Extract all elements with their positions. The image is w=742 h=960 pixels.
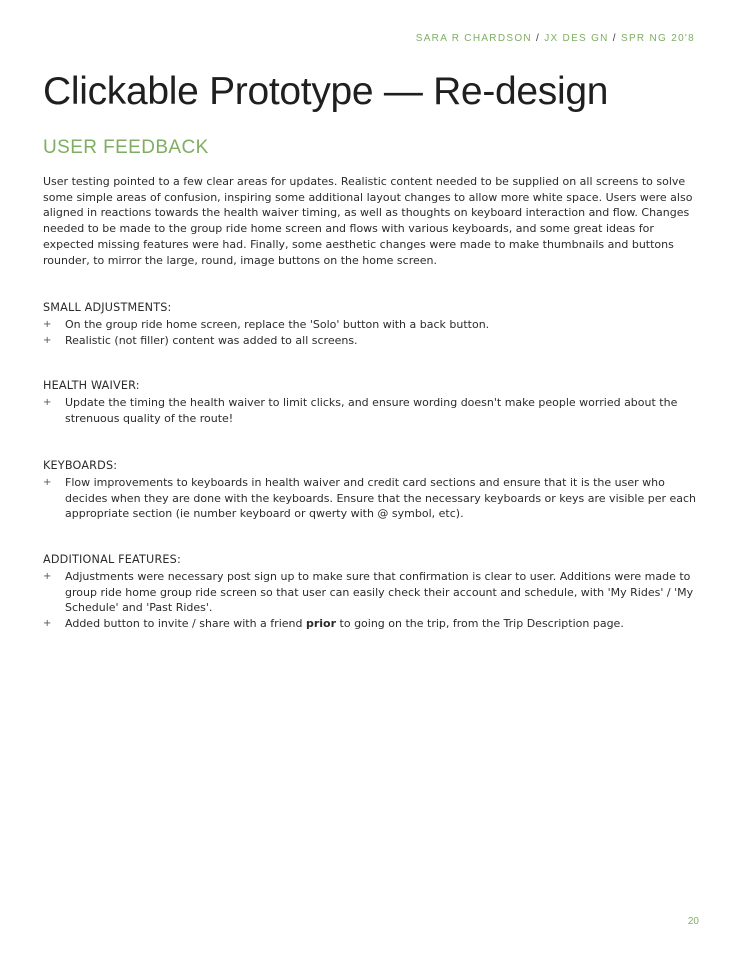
header-separator: /: [612, 33, 617, 44]
page-title: Clickable Prototype — Re-design: [43, 70, 609, 113]
intro-paragraph: User testing pointed to a few clear areas for updates. Realistic content needed to be supplied on all screens to solve some simple areas of confusion, inspiring some additional layout changes to allow more white space. Users were also aligned in reactions towards the health waiver timing, as well as thoughts on keyboard interaction and flow. Changes needed to be made to the group ride home screen and flows with various keyboards, and some great ideas for expected missing features were had. Finally, some aesthetic changes were made to make thumbnails and buttons rounder, to mirror the large, round, image buttons on the home screen.: [43, 175, 693, 267]
bullet-list: [43, 395, 703, 427]
bullet-list: [43, 569, 703, 632]
header-separator: /: [536, 33, 541, 44]
bullet-list: [43, 475, 703, 522]
emphasized-word: prior: [305, 617, 337, 631]
subsection-heading: ADDITIONAL FEATURES:: [43, 553, 181, 566]
page-number: 20: [687, 916, 699, 927]
list-item: [43, 569, 703, 616]
list-item-text: Flow improvements to keyboards in health waiver and credit card sections and ensure that it is the user who decides when they are done with the keyboards. Ensure that the necessary keyboards or keys are visible per each appropriate section (ie number keyboard or qwerty with @ symbol, etc).: [65, 475, 697, 521]
list-item-text: Update the timing the health waiver to limit clicks, and ensure wording doesn't make people worried about the strenuous quality of the route!: [65, 395, 678, 425]
bullet-list: [43, 317, 703, 349]
plus-bullet-icon: +: [43, 618, 52, 630]
plus-bullet-icon: +: [43, 476, 52, 488]
plus-bullet-icon: +: [43, 318, 52, 330]
health-waiver-section: [43, 378, 703, 426]
keyboards-section: [43, 458, 703, 522]
subsection-heading: SMALL ADJUSTMENTS:: [43, 301, 172, 314]
subsection-heading: KEYBOARDS:: [43, 459, 118, 472]
header-term: SPR NG 20'8: [620, 33, 695, 44]
plus-bullet-icon: +: [43, 570, 52, 582]
list-item: [43, 333, 703, 349]
list-item-text-after: to going on the trip, from the Trip Description page.: [336, 617, 624, 631]
list-item: [43, 475, 703, 522]
list-item-text: Adjustments were necessary post sign up to make sure that confirmation is clear to user. Additions were made to group ride home group ride screen so that user can easily check their account and schedule, with 'My Rides' / 'My Schedule' and 'Past Rides'.: [65, 569, 694, 615]
list-item: [43, 317, 703, 333]
list-item: [43, 616, 703, 632]
list-item: [43, 395, 703, 427]
running-header: [416, 33, 695, 44]
plus-bullet-icon: +: [43, 396, 52, 408]
small-adjustments-section: [43, 300, 703, 348]
header-course: JX DES GN: [544, 33, 609, 44]
subsection-heading: HEALTH WAIVER:: [43, 379, 140, 392]
list-item-text: On the group ride home screen, replace the 'Solo' button with a back button.: [65, 317, 490, 331]
additional-features-section: [43, 552, 703, 632]
section-heading: USER FEEDBACK: [43, 137, 209, 158]
plus-bullet-icon: +: [43, 334, 52, 346]
list-item-text: Realistic (not filler) content was added to all screens.: [65, 333, 358, 347]
list-item-text-before: Added button to invite / share with a friend: [65, 617, 306, 631]
header-author: SARA R CHARDSON: [415, 33, 532, 44]
